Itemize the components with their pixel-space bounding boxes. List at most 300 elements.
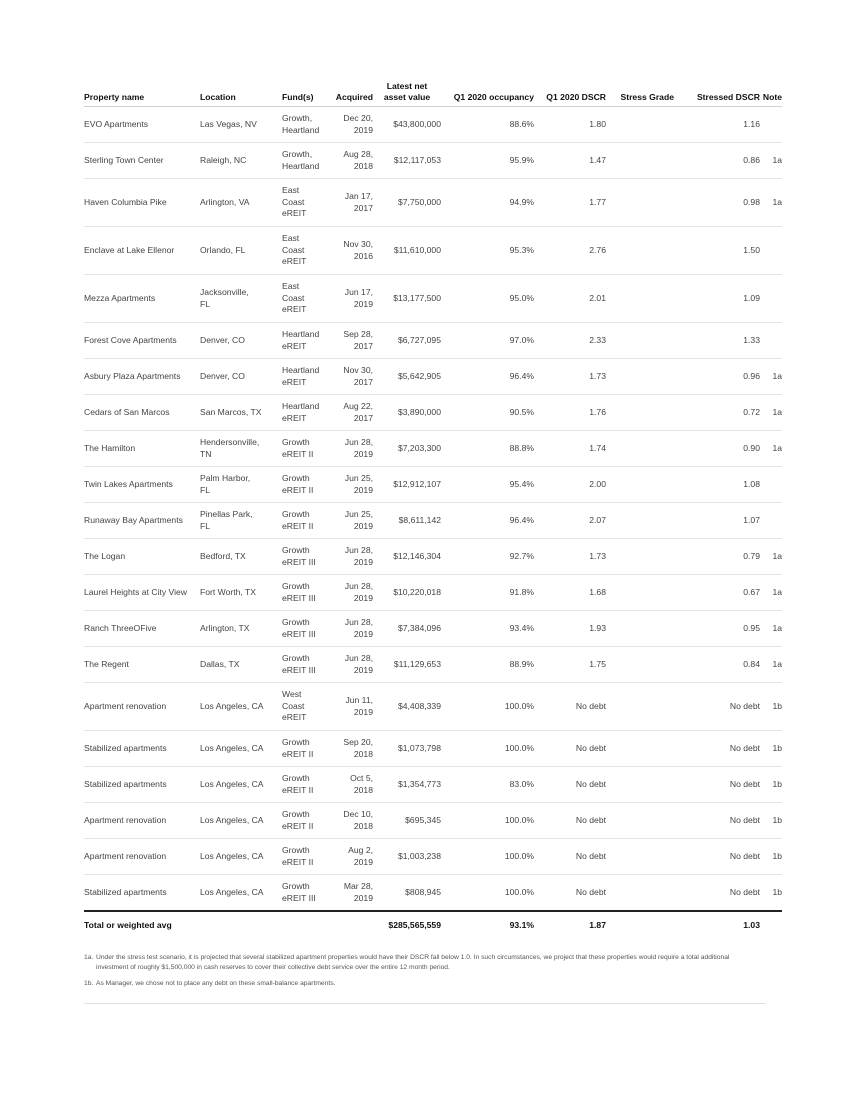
- cell-note: [760, 227, 782, 275]
- cell-acquired: [330, 227, 373, 275]
- table-row: [84, 575, 782, 611]
- cell-acquired-line: Sep 28,: [343, 329, 373, 339]
- cell-location: [200, 143, 274, 179]
- header-nav-line2: asset value: [383, 92, 431, 102]
- cell-funds-line: Growth: [282, 773, 310, 783]
- cell-location-line: Los Angeles, CA: [200, 700, 264, 711]
- cell-location-line: Los Angeles, CA: [200, 886, 264, 897]
- cell-funds-line: eREIT II: [282, 484, 314, 495]
- cell-acquired-line: 2018: [353, 160, 373, 171]
- cell-funds: [274, 611, 330, 647]
- cell-acquired-line: 2019: [353, 592, 373, 603]
- cell-funds-line: eREIT III: [282, 556, 316, 567]
- cell-acquired: [330, 107, 373, 143]
- cell-acquired-line: 2017: [353, 376, 373, 387]
- cell-funds: [274, 395, 330, 431]
- cell-dscr: No debt: [534, 767, 606, 803]
- cell-note: 1a: [760, 395, 782, 431]
- cell-funds-line: eREIT: [282, 376, 307, 387]
- cell-funds-line: eREIT III: [282, 664, 316, 675]
- cell-funds-line: eREIT II: [282, 448, 314, 459]
- table-row: [84, 359, 782, 395]
- cell-note: [760, 323, 782, 359]
- cell-acquired-line: Sep 20,: [343, 737, 373, 747]
- cell-acquired: [330, 839, 373, 875]
- cell-acquired: [330, 431, 373, 467]
- cell-occupancy: 100.0%: [441, 803, 534, 839]
- cell-acquired-line: Nov 30,: [343, 365, 373, 375]
- cell-property-name: Asbury Plaza Apartments: [84, 359, 200, 395]
- total-label: Total or weighted avg: [84, 911, 373, 939]
- footnote-text: Under the stress test scenario, it is projected that several stabilized apartment properties would have their DSCR fall below 1.0. In such circumstances, we project that these properties would require a total additional investment of roughly $1,500,000 in cash reserves to cover their collective debt service over the entire 12 month period.: [96, 954, 730, 971]
- cell-funds-line: Growth,: [282, 113, 313, 123]
- cell-dscr: 1.74: [534, 431, 606, 467]
- cell-acquired-line: 2019: [353, 892, 373, 903]
- cell-location: [200, 323, 274, 359]
- cell-funds-line: Growth,: [282, 149, 313, 159]
- cell-note: 1a: [760, 179, 782, 227]
- cell-note: 1a: [760, 575, 782, 611]
- cell-location: [200, 539, 274, 575]
- cell-net-asset-value: $1,073,798: [373, 731, 441, 767]
- cell-funds: [274, 731, 330, 767]
- cell-note: 1b: [760, 875, 782, 912]
- cell-location-line: Bedford, TX: [200, 550, 246, 561]
- cell-dscr: 2.33: [534, 323, 606, 359]
- table-row: [84, 839, 782, 875]
- cell-stressed-dscr: 0.67: [674, 575, 760, 611]
- cell-acquired: [330, 143, 373, 179]
- cell-dscr: 1.76: [534, 395, 606, 431]
- cell-location: [200, 431, 274, 467]
- cell-stress-grade: [606, 275, 674, 323]
- cell-location-line: Los Angeles, CA: [200, 742, 264, 753]
- cell-net-asset-value: $808,945: [373, 875, 441, 912]
- cell-funds-line: eREIT II: [282, 748, 314, 759]
- total-stress-grade: [606, 911, 674, 939]
- cell-acquired-line: 2019: [353, 706, 373, 717]
- cell-location-line: Jacksonville,: [200, 287, 249, 297]
- cell-net-asset-value: $5,642,905: [373, 359, 441, 395]
- cell-stress-grade: [606, 467, 674, 503]
- cell-location-line: FL: [200, 520, 211, 531]
- cell-acquired-line: Jun 28,: [344, 653, 373, 663]
- cell-funds-line: Coast: [282, 196, 305, 207]
- cell-funds-line: eREIT II: [282, 820, 314, 831]
- cell-acquired-line: Jun 25,: [344, 473, 373, 483]
- cell-acquired-line: Jun 28,: [344, 617, 373, 627]
- cell-funds-line: Growth: [282, 737, 310, 747]
- header-occupancy: Q1 2020 occupancy: [441, 78, 534, 107]
- cell-occupancy: 94.9%: [441, 179, 534, 227]
- cell-stressed-dscr: 0.95: [674, 611, 760, 647]
- cell-location: [200, 467, 274, 503]
- cell-note: [760, 503, 782, 539]
- cell-funds-line: eREIT: [282, 208, 307, 219]
- cell-property-name: Apartment renovation: [84, 683, 200, 731]
- cell-occupancy: 100.0%: [441, 683, 534, 731]
- cell-funds-line: Heartland: [282, 365, 320, 375]
- cell-stressed-dscr: No debt: [674, 875, 760, 912]
- cell-stress-grade: [606, 143, 674, 179]
- cell-note: 1b: [760, 803, 782, 839]
- cell-acquired-line: Oct 5,: [350, 773, 373, 783]
- cell-funds-line: eREIT: [282, 304, 307, 315]
- total-occupancy: 93.1%: [441, 911, 534, 939]
- cell-note: [760, 467, 782, 503]
- cell-funds: [274, 467, 330, 503]
- cell-stress-grade: [606, 431, 674, 467]
- cell-stressed-dscr: 1.07: [674, 503, 760, 539]
- header-location: Location: [200, 78, 274, 107]
- cell-location-line: Arlington, VA: [200, 196, 250, 207]
- table-row: [84, 323, 782, 359]
- cell-stress-grade: [606, 875, 674, 912]
- cell-stressed-dscr: No debt: [674, 683, 760, 731]
- cell-funds-line: Coast: [282, 700, 305, 711]
- cell-funds: [274, 503, 330, 539]
- cell-stressed-dscr: 0.86: [674, 143, 760, 179]
- cell-funds: [274, 179, 330, 227]
- cell-funds: [274, 803, 330, 839]
- cell-dscr: No debt: [534, 731, 606, 767]
- cell-funds: [274, 227, 330, 275]
- cell-location-line: Fort Worth, TX: [200, 586, 257, 597]
- cell-note: 1b: [760, 767, 782, 803]
- cell-stress-grade: [606, 395, 674, 431]
- cell-location: [200, 647, 274, 683]
- cell-stressed-dscr: No debt: [674, 767, 760, 803]
- cell-dscr: No debt: [534, 683, 606, 731]
- footnote-key: 1a.: [84, 954, 94, 961]
- cell-acquired: [330, 611, 373, 647]
- cell-funds-line: eREIT: [282, 340, 307, 351]
- cell-net-asset-value: $12,146,304: [373, 539, 441, 575]
- cell-stressed-dscr: No debt: [674, 731, 760, 767]
- cell-stress-grade: [606, 803, 674, 839]
- cell-dscr: 2.00: [534, 467, 606, 503]
- table-row: [84, 143, 782, 179]
- cell-dscr: 1.47: [534, 143, 606, 179]
- header-nav-line1: Latest net: [386, 81, 428, 91]
- cell-property-name: Mezza Apartments: [84, 275, 200, 323]
- bottom-divider: [84, 1003, 766, 1004]
- cell-stress-grade: [606, 611, 674, 647]
- cell-funds-line: West: [282, 689, 302, 700]
- cell-location: [200, 575, 274, 611]
- cell-occupancy: 100.0%: [441, 731, 534, 767]
- table-row: [84, 179, 782, 227]
- cell-funds: [274, 107, 330, 143]
- cell-funds-line: Heartland: [282, 329, 320, 339]
- cell-occupancy: 96.4%: [441, 359, 534, 395]
- header-stress-grade: Stress Grade: [606, 78, 674, 107]
- cell-dscr: No debt: [534, 839, 606, 875]
- table-row: [84, 275, 782, 323]
- table-row: [84, 875, 782, 912]
- cell-acquired: [330, 683, 373, 731]
- cell-occupancy: 95.4%: [441, 467, 534, 503]
- footnote-1b: [84, 979, 774, 989]
- cell-note: 1b: [760, 839, 782, 875]
- cell-funds: [274, 575, 330, 611]
- table-row: [84, 539, 782, 575]
- header-acquired: Acquired: [330, 78, 373, 107]
- cell-stress-grade: [606, 647, 674, 683]
- cell-net-asset-value: $43,800,000: [373, 107, 441, 143]
- cell-acquired-line: 2017: [353, 202, 373, 213]
- cell-stress-grade: [606, 107, 674, 143]
- cell-occupancy: 88.6%: [441, 107, 534, 143]
- cell-location-line: Los Angeles, CA: [200, 850, 264, 861]
- cell-stress-grade: [606, 539, 674, 575]
- cell-property-name: Stabilized apartments: [84, 875, 200, 912]
- cell-funds-line: Growth: [282, 845, 310, 855]
- cell-stressed-dscr: 0.90: [674, 431, 760, 467]
- cell-location: [200, 107, 274, 143]
- table-row: [84, 731, 782, 767]
- cell-location-line: Dallas, TX: [200, 658, 240, 669]
- cell-stress-grade: [606, 359, 674, 395]
- header-dscr: Q1 2020 DSCR: [534, 78, 606, 107]
- table-row: [84, 803, 782, 839]
- cell-acquired-line: Aug 28,: [343, 149, 373, 159]
- cell-location: [200, 359, 274, 395]
- cell-acquired: [330, 575, 373, 611]
- cell-funds-line: eREIT III: [282, 628, 316, 639]
- cell-occupancy: 88.9%: [441, 647, 534, 683]
- cell-note: 1a: [760, 539, 782, 575]
- table-header-row: [84, 78, 782, 107]
- cell-net-asset-value: $7,750,000: [373, 179, 441, 227]
- property-table: [84, 78, 782, 939]
- cell-occupancy: 100.0%: [441, 839, 534, 875]
- table-row: [84, 767, 782, 803]
- cell-dscr: 1.75: [534, 647, 606, 683]
- cell-location-line: Palm Harbor,: [200, 473, 251, 483]
- cell-net-asset-value: $13,177,500: [373, 275, 441, 323]
- cell-acquired: [330, 359, 373, 395]
- cell-stress-grade: [606, 179, 674, 227]
- cell-occupancy: 91.8%: [441, 575, 534, 611]
- cell-stress-grade: [606, 731, 674, 767]
- cell-location-line: Arlington, TX: [200, 622, 250, 633]
- cell-location: [200, 395, 274, 431]
- table-row: [84, 683, 782, 731]
- cell-stressed-dscr: 1.09: [674, 275, 760, 323]
- cell-property-name: Apartment renovation: [84, 803, 200, 839]
- cell-net-asset-value: $6,727,095: [373, 323, 441, 359]
- cell-net-asset-value: $8,611,142: [373, 503, 441, 539]
- cell-property-name: EVO Apartments: [84, 107, 200, 143]
- cell-acquired-line: Jun 11,: [345, 695, 373, 705]
- cell-acquired-line: 2018: [353, 748, 373, 759]
- cell-stressed-dscr: 0.96: [674, 359, 760, 395]
- cell-net-asset-value: $10,220,018: [373, 575, 441, 611]
- cell-net-asset-value: $1,003,238: [373, 839, 441, 875]
- cell-location: [200, 767, 274, 803]
- cell-stress-grade: [606, 767, 674, 803]
- cell-net-asset-value: $3,890,000: [373, 395, 441, 431]
- cell-stress-grade: [606, 683, 674, 731]
- cell-stress-grade: [606, 323, 674, 359]
- cell-funds-line: Growth: [282, 581, 310, 591]
- cell-funds-line: Growth: [282, 437, 310, 447]
- cell-note: 1a: [760, 359, 782, 395]
- cell-acquired-line: 2019: [353, 448, 373, 459]
- cell-funds-line: eREIT III: [282, 592, 316, 603]
- cell-funds-line: East: [282, 281, 300, 292]
- cell-stress-grade: [606, 227, 674, 275]
- cell-acquired: [330, 803, 373, 839]
- cell-dscr: 2.76: [534, 227, 606, 275]
- cell-note: 1b: [760, 683, 782, 731]
- cell-acquired-line: Jun 28,: [344, 545, 373, 555]
- cell-stressed-dscr: No debt: [674, 839, 760, 875]
- cell-location-line: FL: [200, 484, 211, 495]
- cell-property-name: Runaway Bay Apartments: [84, 503, 200, 539]
- cell-funds: [274, 767, 330, 803]
- cell-stress-grade: [606, 503, 674, 539]
- table-row: [84, 431, 782, 467]
- cell-acquired-line: 2019: [353, 628, 373, 639]
- cell-occupancy: 96.4%: [441, 503, 534, 539]
- cell-dscr: 2.01: [534, 275, 606, 323]
- cell-acquired-line: Jun 28,: [344, 581, 373, 591]
- cell-net-asset-value: $7,384,096: [373, 611, 441, 647]
- cell-property-name: Ranch ThreeOFive: [84, 611, 200, 647]
- holdings-document: [84, 78, 782, 995]
- footnote-text: As Manager, we chose not to place any debt on these small-balance apartments.: [96, 980, 336, 987]
- total-row: [84, 911, 782, 939]
- cell-note: 1a: [760, 611, 782, 647]
- header-stressed-dscr: Stressed DSCR: [674, 78, 760, 107]
- cell-stress-grade: [606, 575, 674, 611]
- cell-funds: [274, 539, 330, 575]
- cell-funds-line: Growth: [282, 653, 310, 663]
- cell-funds: [274, 275, 330, 323]
- cell-location-line: Raleigh, NC: [200, 154, 247, 165]
- cell-occupancy: 90.5%: [441, 395, 534, 431]
- cell-funds-line: East: [282, 185, 300, 196]
- cell-dscr: 1.73: [534, 359, 606, 395]
- total-note: [760, 911, 782, 939]
- cell-location: [200, 275, 274, 323]
- cell-acquired: [330, 467, 373, 503]
- cell-property-name: The Logan: [84, 539, 200, 575]
- cell-location-line: FL: [200, 298, 211, 309]
- cell-property-name: Forest Cove Apartments: [84, 323, 200, 359]
- cell-location-line: TN: [200, 448, 212, 459]
- cell-net-asset-value: $7,203,300: [373, 431, 441, 467]
- cell-funds-line: Coast: [282, 292, 305, 303]
- cell-stressed-dscr: 1.08: [674, 467, 760, 503]
- cell-funds: [274, 647, 330, 683]
- cell-acquired: [330, 647, 373, 683]
- cell-acquired-line: Jun 17,: [344, 287, 373, 297]
- cell-acquired-line: 2019: [353, 856, 373, 867]
- cell-funds: [274, 431, 330, 467]
- cell-funds-line: East: [282, 233, 300, 244]
- cell-dscr: 1.68: [534, 575, 606, 611]
- cell-location: [200, 179, 274, 227]
- cell-location-line: Hendersonville,: [200, 437, 260, 447]
- total-stressed-dscr: 1.03: [674, 911, 760, 939]
- cell-funds: [274, 683, 330, 731]
- cell-occupancy: 95.3%: [441, 227, 534, 275]
- cell-location-line: Los Angeles, CA: [200, 778, 264, 789]
- cell-occupancy: 95.9%: [441, 143, 534, 179]
- cell-funds-line: Growth: [282, 545, 310, 555]
- cell-acquired-line: 2019: [353, 484, 373, 495]
- cell-net-asset-value: $1,354,773: [373, 767, 441, 803]
- cell-funds-line: Coast: [282, 244, 305, 255]
- cell-net-asset-value: $4,408,339: [373, 683, 441, 731]
- cell-location: [200, 875, 274, 912]
- cell-note: [760, 107, 782, 143]
- cell-dscr: 1.73: [534, 539, 606, 575]
- cell-location: [200, 803, 274, 839]
- cell-funds-line: eREIT II: [282, 520, 314, 531]
- table-row: [84, 227, 782, 275]
- table-row: [84, 647, 782, 683]
- cell-location: [200, 839, 274, 875]
- table-row: [84, 395, 782, 431]
- cell-stressed-dscr: 0.84: [674, 647, 760, 683]
- cell-acquired: [330, 539, 373, 575]
- header-net-asset-value: [373, 78, 441, 107]
- cell-acquired: [330, 503, 373, 539]
- cell-acquired-line: Dec 10,: [343, 809, 373, 819]
- cell-stressed-dscr: 1.33: [674, 323, 760, 359]
- cell-net-asset-value: $11,129,653: [373, 647, 441, 683]
- cell-property-name: Cedars of San Marcos: [84, 395, 200, 431]
- cell-acquired: [330, 395, 373, 431]
- cell-occupancy: 100.0%: [441, 875, 534, 912]
- cell-funds: [274, 359, 330, 395]
- cell-stressed-dscr: No debt: [674, 803, 760, 839]
- table-row: [84, 467, 782, 503]
- cell-location-line: Los Angeles, CA: [200, 814, 264, 825]
- cell-acquired-line: Aug 22,: [343, 401, 373, 411]
- cell-location: [200, 611, 274, 647]
- cell-acquired: [330, 731, 373, 767]
- cell-funds: [274, 875, 330, 912]
- cell-acquired-line: Nov 30,: [343, 239, 373, 249]
- cell-acquired-line: Mar 28,: [343, 881, 373, 891]
- cell-property-name: Twin Lakes Apartments: [84, 467, 200, 503]
- cell-property-name: The Hamilton: [84, 431, 200, 467]
- cell-property-name: Haven Columbia Pike: [84, 179, 200, 227]
- footnote-1a: [84, 953, 774, 973]
- cell-acquired-line: 2019: [353, 556, 373, 567]
- cell-stress-grade: [606, 839, 674, 875]
- cell-dscr: 2.07: [534, 503, 606, 539]
- cell-dscr: No debt: [534, 875, 606, 912]
- cell-stressed-dscr: 1.50: [674, 227, 760, 275]
- cell-acquired: [330, 767, 373, 803]
- cell-acquired-line: 2018: [353, 784, 373, 795]
- cell-acquired-line: 2019: [353, 520, 373, 531]
- header-property-name: Property name: [84, 78, 200, 107]
- cell-location: [200, 731, 274, 767]
- total-dscr: 1.87: [534, 911, 606, 939]
- cell-location-line: San Marcos, TX: [200, 406, 262, 417]
- footnotes: [84, 953, 774, 989]
- cell-funds-line: eREIT II: [282, 784, 314, 795]
- cell-property-name: Stabilized apartments: [84, 731, 200, 767]
- table-body: [84, 107, 782, 912]
